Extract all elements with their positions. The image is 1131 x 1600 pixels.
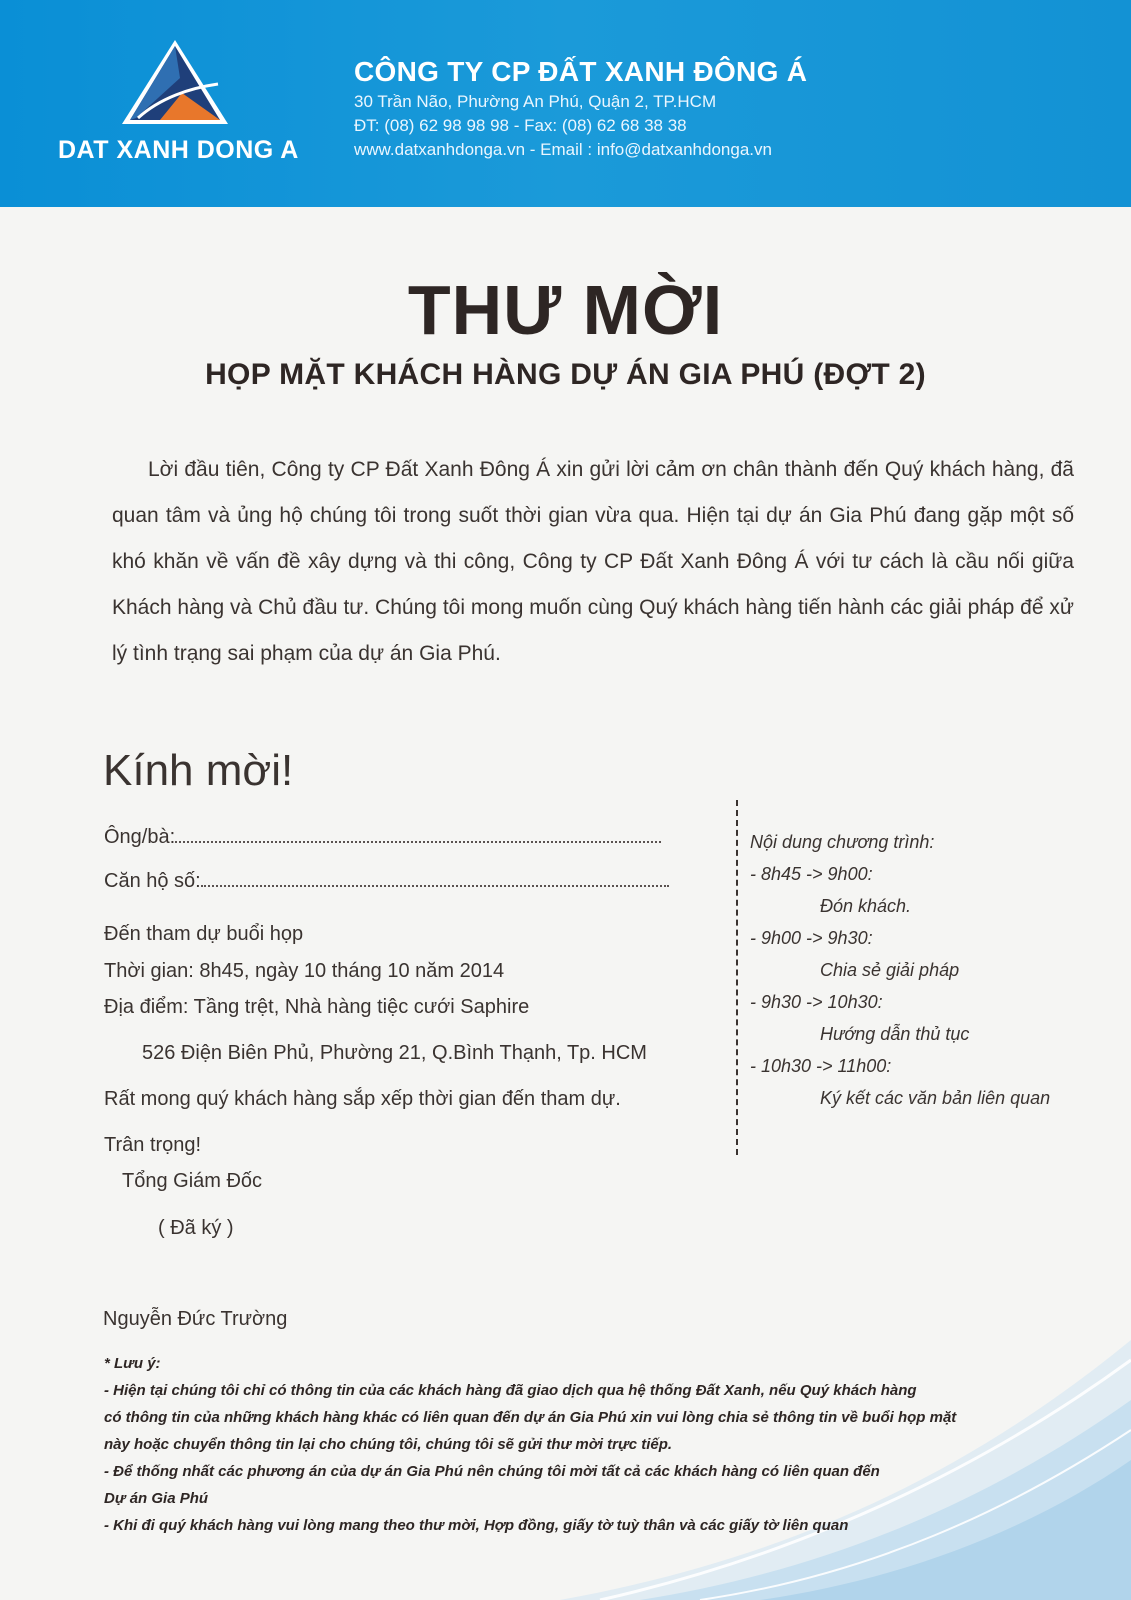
notes-line: - Để thống nhất các phương án của dự án Gia Phú nên chúng tôi mời tất cả các khách hàng có liên quan đến [104,1463,880,1480]
request-text: Rất mong quý khách hàng sắp xếp thời gian đến tham dự. [104,1088,621,1110]
venue-address: 526 Điện Biên Phủ, Phường 21, Q.Bình Thạnh, Tp. HCM [142,1042,647,1064]
page-subtitle: HỌP MẶT KHÁCH HÀNG DỰ ÁN GIA PHÚ (ĐỢT 2) [205,358,926,391]
name-label: Ông/bà: [104,826,176,848]
name-blank [175,827,661,843]
triangle-logo-icon [120,38,230,128]
notes-heading: * Lưu ý: [104,1355,161,1372]
logo-text: DAT XANH DONG A [58,136,299,164]
company-phone: ĐT: (08) 62 98 98 98 - Fax: (08) 62 68 38 38 [354,116,687,135]
time-text: Thời gian: 8h45, ngày 10 tháng 10 năm 2014 [104,960,505,982]
company-info [354,56,807,160]
program-time-1: - 8h45 -> 9h00: [750,864,873,884]
notes-line: - Khi đi quý khách hàng vui lòng mang theo thư mời, Hợp đồng, giấy tờ tuỳ thân và các giấy tờ liên quan [104,1517,849,1534]
greeting: Kính mời! [103,746,294,795]
name-field [104,826,661,849]
venue-text: Địa điểm: Tầng trệt, Nhà hàng tiệc cưới Saphire [104,996,530,1018]
company-address: 30 Trần Não, Phường An Phú, Quận 2, TP.HCM [354,92,717,111]
column-divider [736,800,738,1155]
signer-name: Nguyễn Đức Trường [103,1308,288,1330]
program-desc-3: Hướng dẫn thủ tục [820,1024,970,1044]
position-text: Tổng Giám Đốc [122,1170,263,1192]
company-web: www.datxanhdonga.vn - Email : info@datxanhdonga.vn [354,140,772,159]
page-title: THƯ MỜI [407,271,724,349]
notes-line: này hoặc chuyển thông tin lại cho chúng tôi, chúng tôi sẽ gửi thư mời trực tiếp. [104,1436,673,1453]
apartment-field [104,870,669,893]
header-band [0,0,1131,207]
notes-line: Dự án Gia Phú [104,1490,209,1507]
intro-paragraph: Lời đầu tiên, Công ty CP Đất Xanh Đông Á xin gửi lời cảm ơn chân thành đến Quý khách hàng, đã quan tâm và ủng hộ chúng tôi trong suốt thời gian vừa qua. Hiện tại dự án Gia Phú đang gặp một số khó khăn về vấn đề xây dựng và thi công, Công ty CP Đất Xanh Đông Á với tư cách là cầu nối giữa Khách hàng và Chủ đầu tư. Chúng tôi mong muốn cùng Quý khách hàng tiến hành các giải pháp để xử lý tình trạng sai phạm của dự án Gia Phú. [112,458,1074,665]
notes-line: - Hiện tại chúng tôi chỉ có thông tin của các khách hàng đã giao dịch qua hệ thống Đất Xanh, nếu Quý khách hàng [104,1382,917,1399]
notes-section [104,1350,1044,1539]
signed-text: ( Đã ký ) [158,1217,234,1239]
attend-text: Đến tham dự buổi họp [104,923,304,945]
regards-text: Trân trọng! [104,1134,202,1156]
program-heading: Nội dung chương trình: [750,832,935,852]
program-time-4: - 10h30 -> 11h00: [750,1056,892,1076]
program-time-2: - 9h00 -> 9h30: [750,928,873,948]
program-time-3: - 9h30 -> 10h30: [750,992,883,1012]
program-desc-2: Chia sẻ giải pháp [820,960,960,980]
notes-line: có thông tin của những khách hàng khác có liên quan đến dự án Gia Phú xin vui lòng chia sẻ thông tin về buổi họp mặt [104,1409,957,1426]
apartment-label: Căn hộ số: [104,870,201,892]
program-desc-4: Ký kết các văn bản liên quan [820,1088,1051,1108]
program-desc-1: Đón khách. [820,896,912,916]
company-logo [52,36,302,176]
company-name: CÔNG TY CP ĐẤT XANH ĐÔNG Á [354,56,808,87]
apartment-blank [201,871,669,887]
